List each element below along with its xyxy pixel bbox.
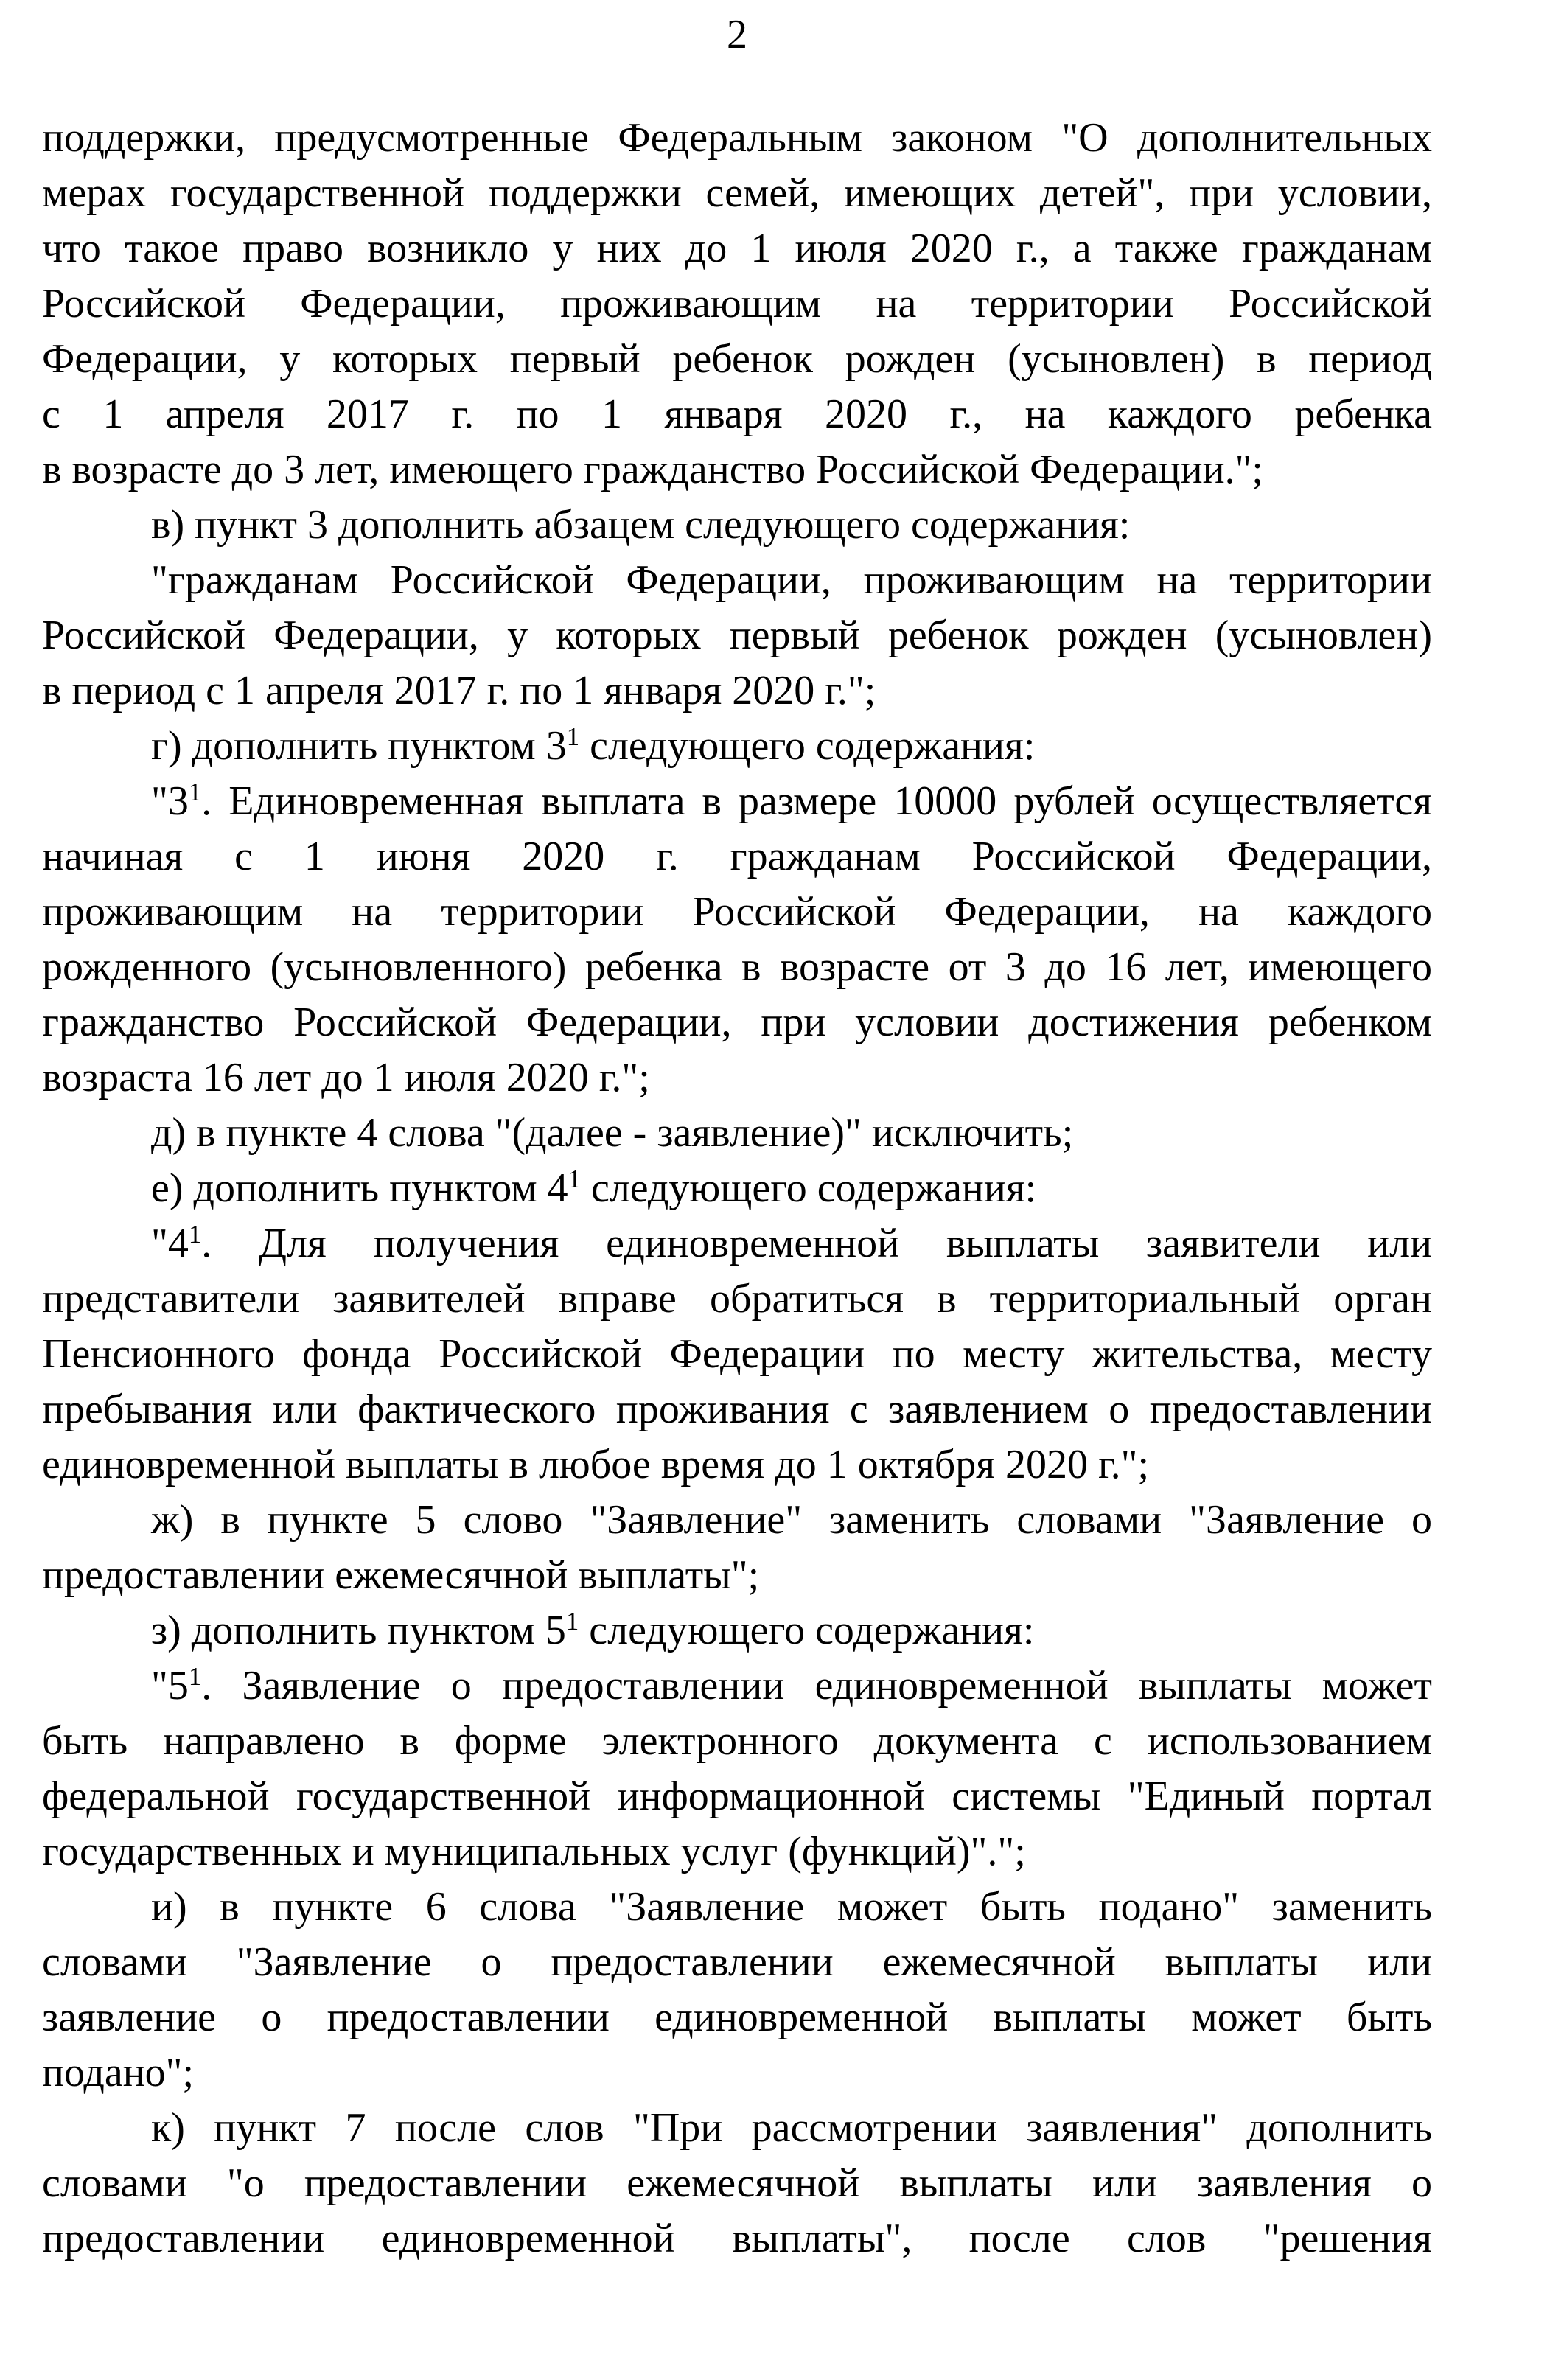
text-line <box>42 608 1432 663</box>
text-segment: единовременной выплаты в любое время до 1 октября 2020 г."; <box>42 1442 1150 1487</box>
text-segment: мерах государственной поддержки семей, имеющих детей", при условии, <box>42 170 1432 216</box>
text-line <box>42 1935 1432 1990</box>
text-line <box>42 1603 1432 1658</box>
text-line <box>42 1271 1432 1327</box>
text-line <box>42 111 1432 166</box>
text-segment: пребывания или фактического проживания с заявлением о предоставлении <box>42 1386 1432 1432</box>
text-segment: "3 <box>151 778 189 824</box>
text-segment: в период с 1 апреля 2017 г. по 1 января 2020 г."; <box>42 668 876 713</box>
text-segment: следующего содержания: <box>581 1165 1037 1211</box>
text-segment: е) дополнить пунктом 4 <box>151 1165 568 1211</box>
text-line <box>42 1769 1432 1824</box>
text-segment: что такое право возникло у них до 1 июля 2020 г., а также гражданам <box>42 226 1432 271</box>
text-line <box>42 276 1432 332</box>
text-segment: в) пункт 3 дополнить абзацем следующего содержания: <box>151 502 1131 548</box>
text-line <box>42 1327 1432 1382</box>
text-segment: словами "Заявление о предоставлении ежемесячной выплаты или <box>42 1939 1432 1985</box>
text-segment: Российской Федерации, у которых первый ребенок рожден (усыновлен) <box>42 613 1432 658</box>
text-segment: "5 <box>151 1663 189 1709</box>
text-segment: з) дополнить пунктом 5 <box>151 1608 566 1653</box>
text-line <box>42 1880 1432 1935</box>
text-line <box>42 940 1432 995</box>
text-segment: д) в пункте 4 слова "(далее - заявление)" исключить; <box>151 1110 1074 1156</box>
text-segment: гражданство Российской Федерации, при условии достижения ребенком <box>42 999 1432 1045</box>
text-segment: федеральной государственной информационной системы "Единый портал <box>42 1773 1432 1819</box>
superscript: 1 <box>566 722 580 751</box>
text-line <box>42 442 1432 498</box>
text-segment: и) в пункте 6 слова "Заявление может быть подано" заменить <box>151 1884 1432 1930</box>
text-line <box>42 995 1432 1050</box>
text-line <box>42 774 1432 829</box>
text-line <box>42 829 1432 884</box>
text-segment: предоставлении ежемесячной выплаты"; <box>42 1552 760 1598</box>
text-segment: быть направлено в форме электронного документа с использованием <box>42 1718 1432 1764</box>
text-segment: возраста 16 лет до 1 июля 2020 г."; <box>42 1055 650 1100</box>
text-line <box>42 166 1432 221</box>
text-segment: следующего содержания: <box>579 723 1036 769</box>
text-segment: представители заявителей вправе обратиться в территориальный орган <box>42 1276 1432 1322</box>
superscript: 1 <box>188 777 202 806</box>
text-line <box>42 2101 1432 2156</box>
text-segment: Федерации, у которых первый ребенок рожден (усыновлен) в период <box>42 336 1432 382</box>
page-number: 2 <box>727 12 747 57</box>
text-line <box>42 1216 1432 1271</box>
text-segment: Пенсионного фонда Российской Федерации по месту жительства, месту <box>42 1331 1432 1377</box>
text-segment: подано"; <box>42 2050 195 2095</box>
text-segment: "4 <box>151 1221 189 1266</box>
text-segment: Российской Федерации, проживающим на территории Российской <box>42 281 1432 327</box>
text-segment: ж) в пункте 5 слово "Заявление" заменить словами "Заявление о <box>151 1497 1432 1543</box>
text-segment: . Заявление о предоставлении единовременной выплаты может <box>201 1663 1432 1709</box>
text-segment: поддержки, предусмотренные Федеральным законом "О дополнительных <box>42 115 1432 161</box>
text-line <box>42 1493 1432 1548</box>
text-line <box>42 884 1432 940</box>
text-line <box>42 1437 1432 1493</box>
superscript: 1 <box>568 1164 581 1193</box>
text-segment: к) пункт 7 после слов "При рассмотрении заявления" дополнить <box>151 2105 1432 2151</box>
superscript: 1 <box>188 1219 202 1249</box>
text-segment: проживающим на территории Российской Федерации, на каждого <box>42 889 1432 935</box>
text-segment: . Единовременная выплата в размере 10000 рублей осуществляется <box>201 778 1432 824</box>
text-segment: предоставлении единовременной выплаты", после слов "решения <box>42 2216 1432 2261</box>
text-line <box>42 1658 1432 1714</box>
text-line <box>42 1714 1432 1769</box>
text-segment: словами "о предоставлении ежемесячной выплаты или заявления о <box>42 2160 1432 2206</box>
document-body <box>42 111 1432 2266</box>
text-line <box>42 498 1432 553</box>
text-line <box>42 387 1432 442</box>
text-line <box>42 1382 1432 1437</box>
text-line <box>42 1990 1432 2045</box>
text-line <box>42 2156 1432 2211</box>
text-line <box>42 1161 1432 1216</box>
text-segment: следующего содержания: <box>579 1608 1035 1653</box>
text-line <box>42 2045 1432 2101</box>
text-segment: в возрасте до 3 лет, имеющего гражданство Российской Федерации."; <box>42 447 1263 492</box>
text-line <box>42 1106 1432 1161</box>
text-segment: с 1 апреля 2017 г. по 1 января 2020 г., на каждого ребенка <box>42 391 1432 437</box>
superscript: 1 <box>188 1661 202 1691</box>
text-segment: г) дополнить пунктом 3 <box>151 723 567 769</box>
text-line <box>42 221 1432 276</box>
text-line <box>42 2211 1432 2266</box>
text-segment: заявление о предоставлении единовременной выплаты может быть <box>42 1995 1432 2040</box>
text-line <box>42 663 1432 719</box>
text-line <box>42 1050 1432 1106</box>
text-line <box>42 719 1432 774</box>
text-segment: . Для получения единовременной выплаты заявители или <box>201 1221 1432 1266</box>
superscript: 1 <box>565 1606 579 1636</box>
text-line <box>42 1824 1432 1880</box>
text-line <box>42 332 1432 387</box>
text-segment: "гражданам Российской Федерации, проживающим на территории <box>151 557 1432 603</box>
text-line <box>42 1548 1432 1603</box>
text-segment: государственных и муниципальных услуг (функций)"."; <box>42 1829 1026 1874</box>
text-line <box>42 553 1432 608</box>
text-segment: начиная с 1 июня 2020 г. гражданам Российской Федерации, <box>42 834 1432 879</box>
text-segment: рожденного (усыновленного) ребенка в возрасте от 3 до 16 лет, имеющего <box>42 944 1432 990</box>
